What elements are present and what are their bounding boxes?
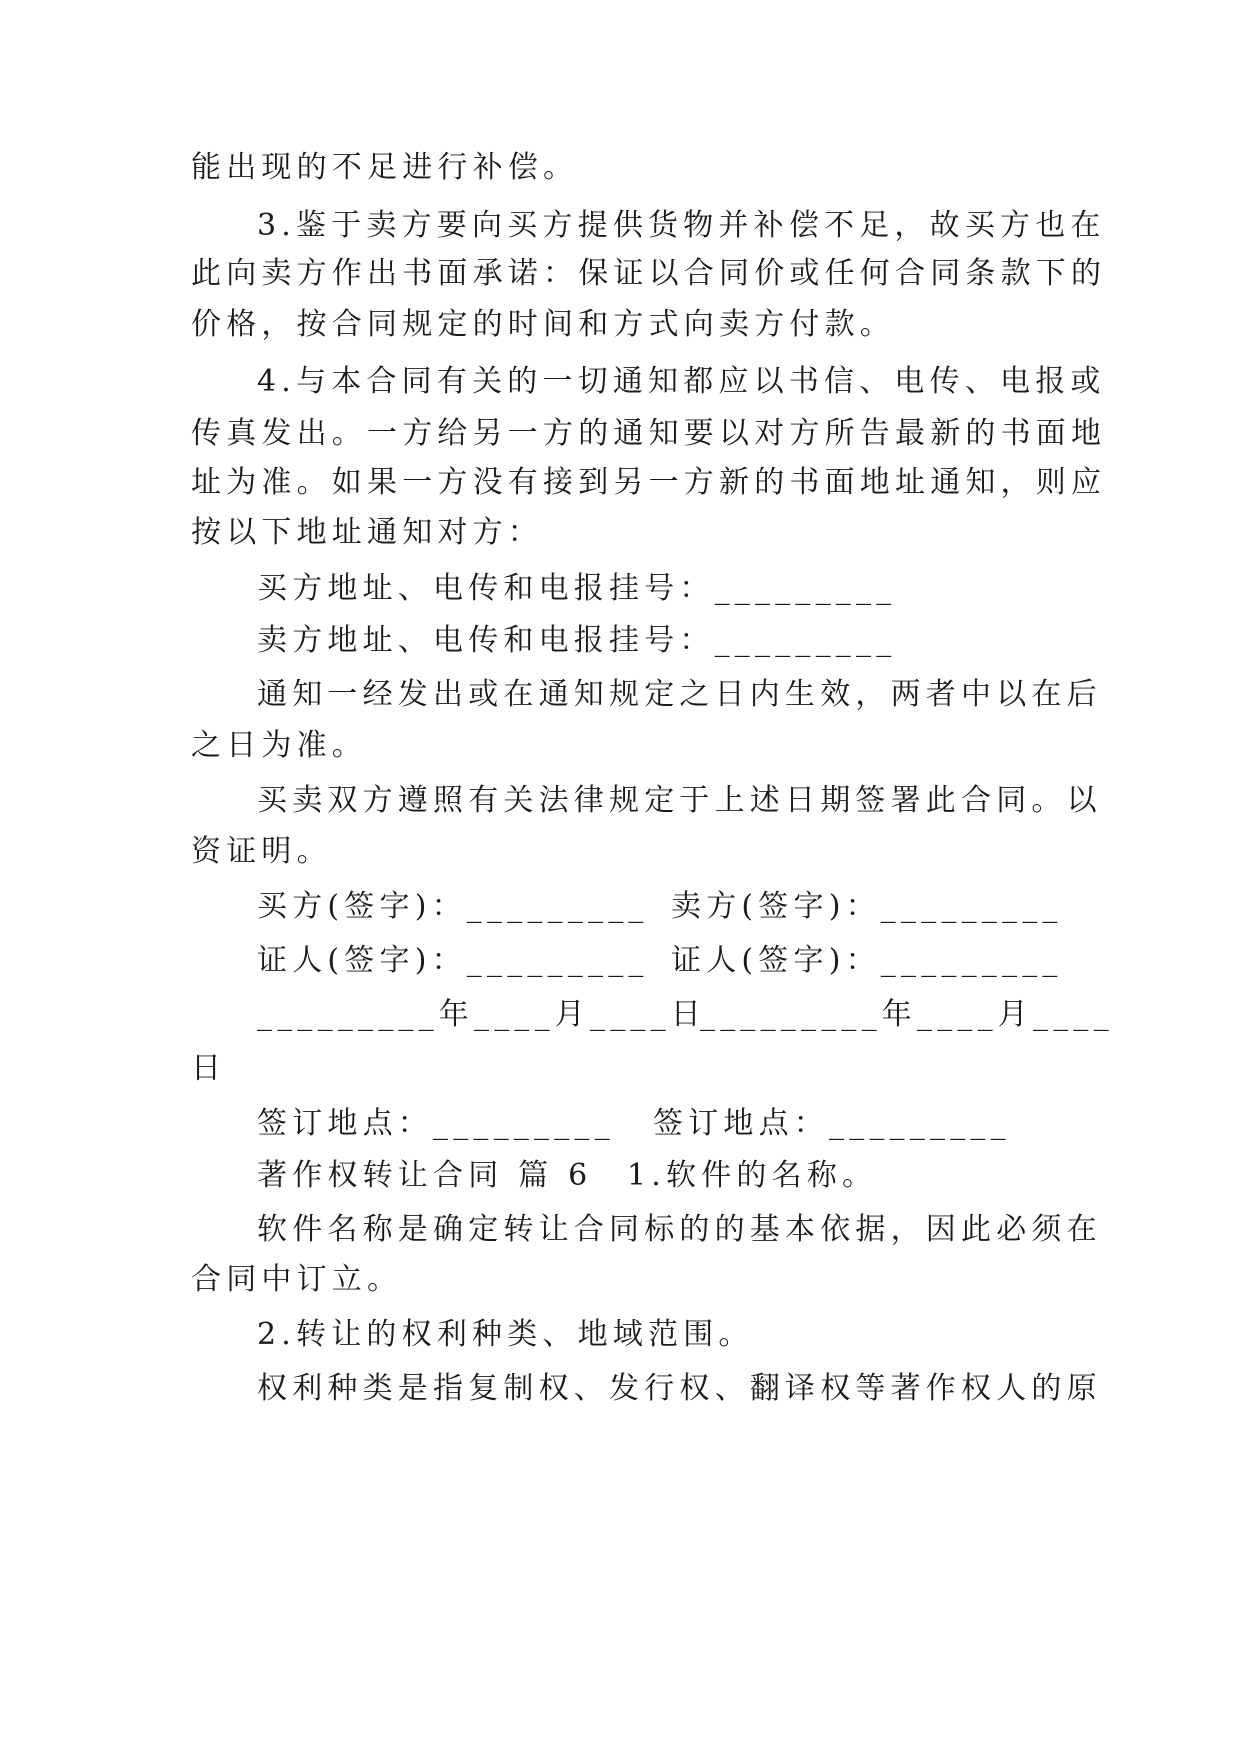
text-line: 价格，按合同规定的时间和方式向卖方付款。 — [191, 307, 895, 342]
place-right: 签订地点：_________ — [653, 1106, 1011, 1141]
text-line: 资证明。 — [191, 834, 332, 869]
place-left: 签订地点：_________ — [257, 1106, 615, 1141]
section-heading: 著作权转让合同 篇 6 — [257, 1158, 593, 1193]
signature-row-witnesses — [257, 932, 1061, 990]
text-line: 能出现的不足进行补偿。 — [191, 150, 579, 185]
date-right-wrap: 日 — [191, 1051, 227, 1086]
text-line: 2.转让的权利种类、地域范围。 — [257, 1317, 754, 1352]
text-line: 传真发出。一方给另一方的通知要以对方所告最新的书面地 — [191, 416, 1107, 451]
text-line: 合同中订立。 — [191, 1262, 403, 1297]
signature-row-parties — [257, 878, 1061, 936]
text-line: 4.与本合同有关的一切通知都应以书信、电传、电报或 — [257, 364, 1106, 399]
text-line: 之日为准。 — [191, 728, 367, 763]
signature-row-places — [257, 1095, 1061, 1153]
date-right: _________年____月____ — [700, 997, 1114, 1032]
text-line: 按以下地址通知对方： — [191, 515, 543, 550]
text-line: 此向卖方作出书面承诺：保证以合同价或任何合同条款下的 — [191, 256, 1107, 291]
signature-row-dates — [257, 986, 1114, 1044]
text-line: 软件名称是确定转让合同标的的基本依据，因此必须在 — [257, 1212, 1102, 1247]
witness-signature-right: 证人(签字)：_________ — [671, 943, 1063, 978]
text-line: 址为准。如果一方没有接到另一方新的书面地址通知，则应 — [191, 465, 1107, 500]
date-left: _________年____月____日 — [257, 997, 706, 1032]
section-heading-row — [257, 1147, 1061, 1205]
text-line: 权利种类是指复制权、发行权、翻译权等著作权人的原 — [257, 1371, 1102, 1406]
section-item-1: 1.软件的名称。 — [627, 1158, 878, 1193]
text-line: 3.鉴于卖方要向买方提供货物并补偿不足，故买方也在 — [257, 208, 1106, 243]
buyer-address-line: 买方地址、电传和电报挂号：_________ — [257, 571, 897, 606]
seller-address-line: 卖方地址、电传和电报挂号：_________ — [257, 623, 897, 658]
text-line: 通知一经发出或在通知规定之日内生效，两者中以在后 — [257, 677, 1102, 712]
buyer-signature: 买方(签字)：_________ — [257, 889, 649, 924]
seller-signature: 卖方(签字)：_________ — [671, 889, 1063, 924]
witness-signature-left: 证人(签字)：_________ — [257, 943, 649, 978]
text-line: 买卖双方遵照有关法律规定于上述日期签署此合同。以 — [257, 783, 1102, 818]
